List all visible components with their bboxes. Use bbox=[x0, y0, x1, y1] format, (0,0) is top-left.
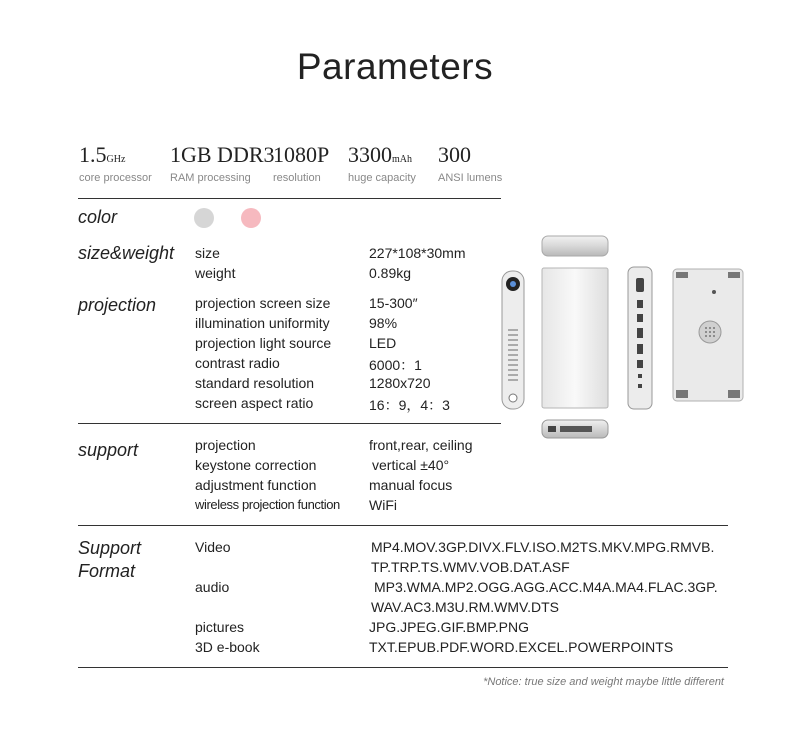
spec-caption: resolution bbox=[273, 172, 321, 184]
row-value: 0.89kg bbox=[369, 265, 412, 281]
row-label: projection light source bbox=[195, 335, 332, 351]
spec-lumens bbox=[438, 142, 502, 184]
row-value: front,rear, ceiling bbox=[369, 437, 473, 453]
row-label: contrast radio bbox=[195, 355, 280, 371]
row-label: adjustment function bbox=[195, 477, 317, 493]
section-label-support: support bbox=[78, 440, 139, 460]
spec-value: 1080P bbox=[273, 142, 330, 167]
row-value: TP.TRP.TS.WMV.VOB.DAT.ASF bbox=[371, 559, 570, 575]
row-label: standard resolution bbox=[195, 375, 315, 391]
divider bbox=[78, 423, 501, 424]
page-title: Parameters bbox=[296, 46, 494, 87]
row-label: pictures bbox=[195, 619, 245, 635]
spec-value: 300 bbox=[438, 142, 471, 167]
divider bbox=[78, 198, 501, 199]
spec-value: 1.5 bbox=[79, 142, 107, 167]
row-label: wireless projection function bbox=[195, 497, 340, 512]
spec-caption: huge capacity bbox=[348, 172, 416, 184]
row-label: projection bbox=[195, 437, 256, 453]
row-value: MP3.WMA.MP2.OGG.AGG.ACC.M4A.MA4.FLAC.3GP. bbox=[374, 579, 718, 595]
row-label: keystone correction bbox=[195, 457, 317, 473]
row-value: TXT.EPUB.PDF.WORD.EXCEL.POWERPOINTS bbox=[369, 639, 674, 655]
row-value: 16：9，4：3 bbox=[369, 397, 450, 413]
spec-value: 1GB DDR3 bbox=[170, 142, 275, 167]
color-swatch-pink bbox=[241, 208, 261, 228]
row-value: 98% bbox=[369, 315, 398, 331]
spec-caption: ANSI lumens bbox=[438, 172, 503, 184]
row-label: audio bbox=[195, 579, 230, 595]
product-image-side-ports bbox=[627, 266, 653, 410]
row-value: 1280x720 bbox=[369, 375, 431, 391]
spec-caption: core processor bbox=[79, 172, 152, 184]
row-label: projection screen size bbox=[195, 295, 331, 311]
section-label-color: color bbox=[78, 207, 118, 227]
section-label-projection: projection bbox=[78, 295, 157, 315]
spec-resolution bbox=[273, 142, 329, 184]
spec-value: 3300 bbox=[348, 142, 392, 167]
product-image-back bbox=[540, 418, 610, 440]
spec-unit: GHz bbox=[106, 154, 126, 165]
row-value: 6000：1 bbox=[369, 357, 422, 373]
product-image-main bbox=[540, 266, 610, 410]
product-image-front bbox=[501, 270, 525, 410]
section-label-line: Format bbox=[78, 561, 136, 581]
product-image-top bbox=[540, 234, 610, 258]
section-label-support-format bbox=[78, 537, 141, 583]
row-value: 15-300″ bbox=[369, 295, 418, 311]
row-value: vertical ±40° bbox=[372, 457, 450, 473]
row-label: screen aspect ratio bbox=[195, 395, 314, 411]
row-label: weight bbox=[195, 265, 236, 281]
spec-caption: RAM processing bbox=[170, 172, 251, 184]
row-value: JPG.JPEG.GIF.BMP.PNG bbox=[369, 619, 530, 635]
row-label: size bbox=[195, 245, 220, 261]
spec-capacity bbox=[348, 142, 416, 184]
row-value: 227*108*30mm bbox=[369, 245, 466, 261]
spec-ram bbox=[170, 142, 275, 184]
row-label: illumination uniformity bbox=[195, 315, 330, 331]
section-label-size-weight: size&weight bbox=[78, 243, 175, 263]
row-value: manual focus bbox=[369, 477, 453, 493]
row-label: Video bbox=[195, 539, 231, 555]
row-label: 3D e-book bbox=[195, 639, 260, 655]
row-value: LED bbox=[369, 335, 397, 351]
spec-processor bbox=[79, 142, 152, 184]
product-image-bottom bbox=[670, 266, 746, 410]
row-value: WiFi bbox=[369, 497, 397, 513]
row-value: MP4.MOV.3GP.DIVX.FLV.ISO.M2TS.MKV.MPG.RMVB. bbox=[371, 539, 715, 555]
color-swatch-grey bbox=[194, 208, 214, 228]
notice-text: *Notice: true size and weight maybe little different bbox=[483, 676, 724, 688]
section-label-line: Support bbox=[78, 538, 142, 558]
divider bbox=[78, 525, 728, 526]
divider bbox=[78, 667, 728, 668]
spec-unit: mAh bbox=[392, 154, 412, 165]
row-value: WAV.AC3.M3U.RM.WMV.DTS bbox=[371, 599, 559, 615]
